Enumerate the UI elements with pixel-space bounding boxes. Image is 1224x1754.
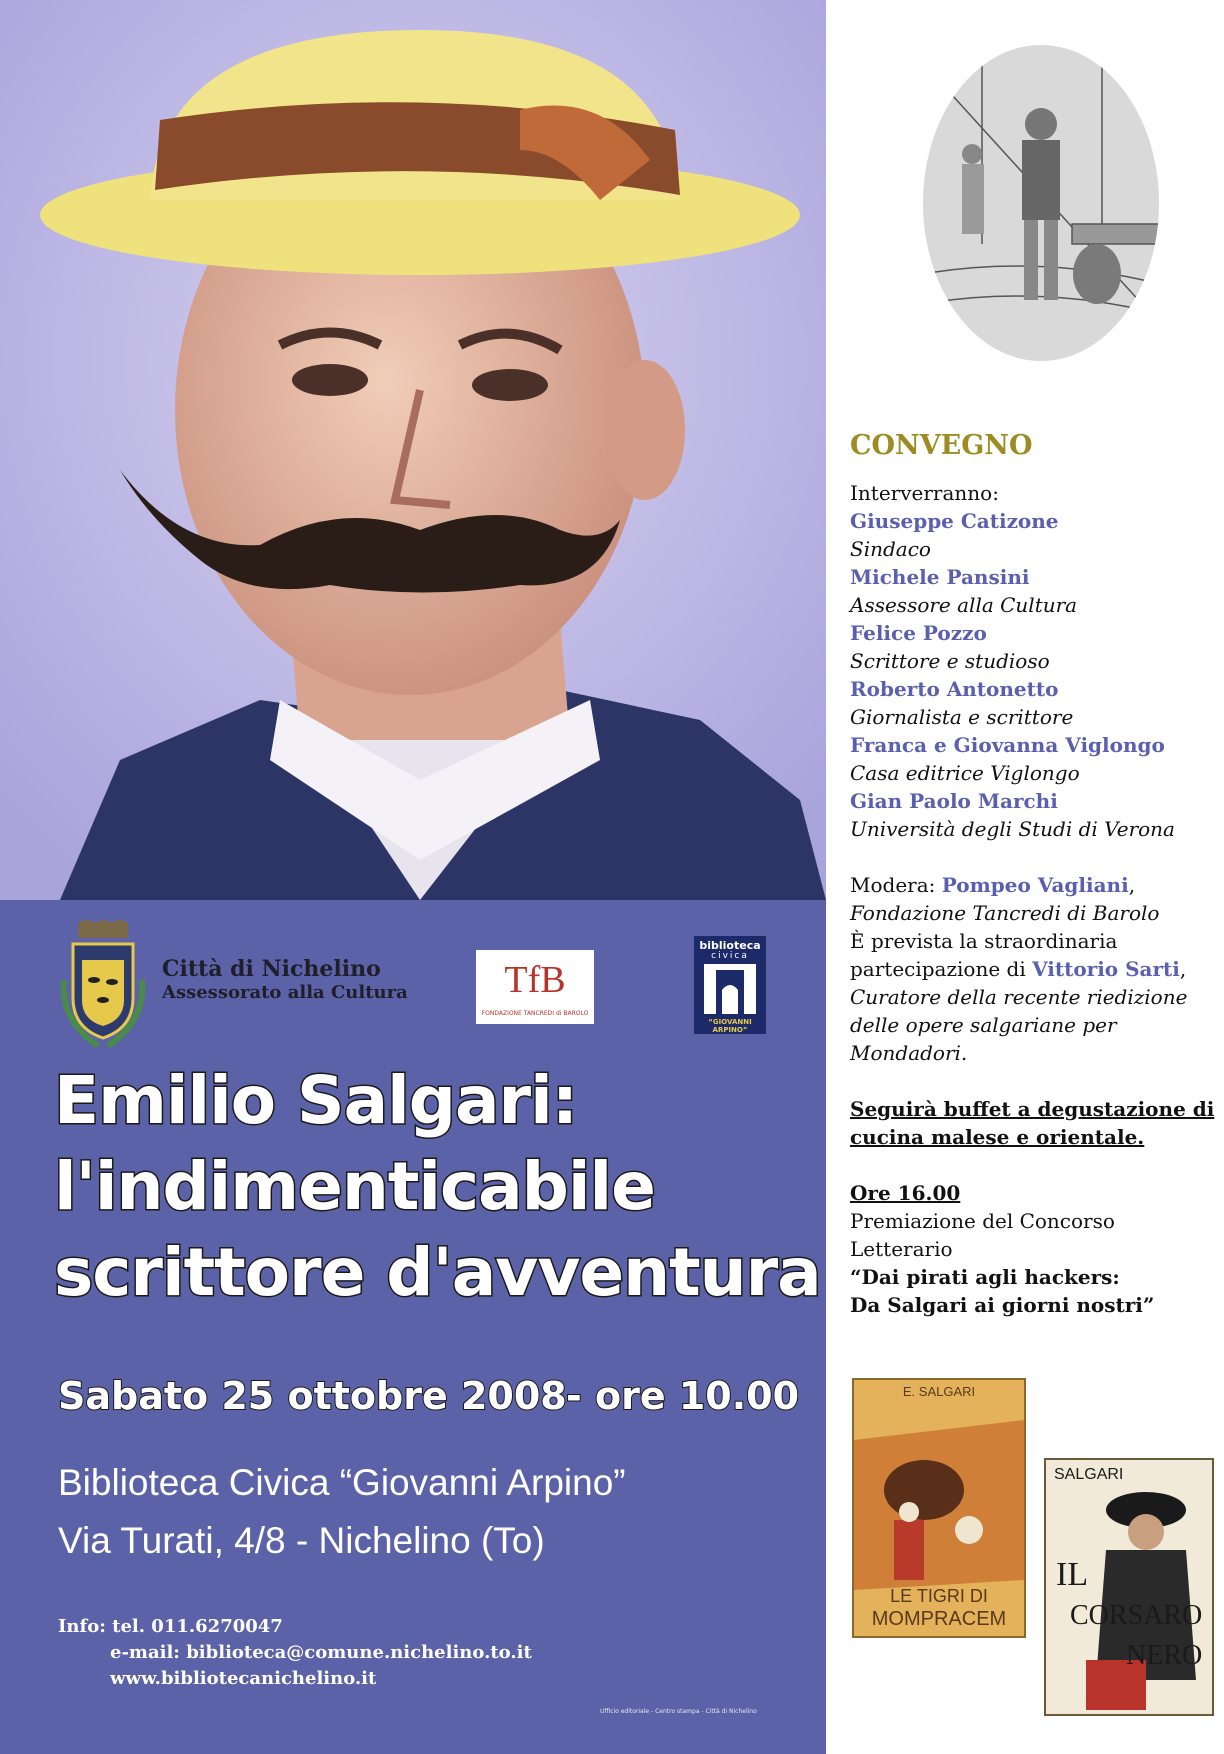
speaker-role: Assessore alla Cultura	[850, 593, 1078, 617]
moderator-comma: ,	[1128, 873, 1136, 897]
award-line-1: Premiazione del Concorso	[850, 1209, 1115, 1233]
info-telephone: Info: tel. 011.6270047	[58, 1616, 283, 1637]
event-title-line-2: l'indimenticabile	[54, 1148, 655, 1225]
venue-address: Via Turati, 4/8 - Nichelino (To)	[58, 1520, 545, 1561]
book-1-title-1: LE TIGRI DI	[890, 1586, 988, 1606]
tfb-caption: FONDAZIONE TANCREDI di BAROLO	[481, 1010, 589, 1017]
speaker-name: Franca e Giovanna Viglongo	[850, 733, 1165, 757]
book-2-author: SALGARI	[1054, 1466, 1124, 1483]
speaker-role: Università degli Studi di Verona	[850, 817, 1175, 841]
special-guest-role-2: delle opere salgariane per	[850, 1013, 1117, 1037]
book-1-author: E. SALGARI	[902, 1384, 976, 1399]
speaker-role: Scrittore e studioso	[850, 649, 1050, 673]
info-website[interactable]: www.bibliotecanichelino.it	[110, 1668, 377, 1689]
speaker-name: Michele Pansini	[850, 565, 1030, 589]
special-guest-role-1: Curatore della recente riedizione	[850, 985, 1188, 1009]
buffet-line-2: cucina malese e orientale.	[850, 1125, 1145, 1149]
book-2-title-3: NERO	[1126, 1640, 1203, 1671]
event-title-line-1: Emilio Salgari:	[54, 1062, 578, 1139]
book-1-title-2: MOMPRACEM	[871, 1608, 1007, 1630]
speaker-name: Gian Paolo Marchi	[850, 789, 1058, 813]
moderator-role: Fondazione Tancredi di Barolo	[850, 901, 1160, 925]
speaker-name: Giuseppe Catizone	[850, 509, 1059, 533]
biblioteca-logo	[694, 936, 766, 1034]
special-guest-line-2	[850, 955, 1224, 983]
section-heading: CONVEGNO	[850, 430, 1033, 461]
city-crest-icon	[58, 920, 148, 1052]
print-credits: Ufficio editoriale - Centro stampa - Città di Nichelino	[600, 1708, 757, 1715]
engraving-oval	[922, 44, 1160, 362]
special-guest-name: Vittorio Sarti	[1032, 957, 1180, 981]
info-email[interactable]: e-mail: biblioteca@comune.nichelino.to.it	[110, 1642, 532, 1663]
venue-name: Biblioteca Civica “Giovanni Arpino”	[58, 1462, 626, 1503]
award-line-2: Letterario	[850, 1237, 953, 1261]
event-time: - ore 10.00	[566, 1374, 800, 1418]
special-guest-comma: ,	[1179, 957, 1187, 981]
speaker-name: Felice Pozzo	[850, 621, 987, 645]
biblioteca-logo-civica: civica	[711, 951, 749, 961]
speaker-role: Casa editrice Viglongo	[850, 761, 1080, 785]
speaker-role: Sindaco	[850, 537, 931, 561]
moderator-name: Pompeo Vagliani	[941, 873, 1129, 897]
special-guest-role-3: Mondadori.	[850, 1041, 968, 1065]
award-time: Ore 16.00	[850, 1181, 961, 1205]
contest-title-2: Da Salgari ai giorni nostri”	[850, 1293, 1155, 1317]
moderator-line	[850, 871, 1224, 899]
event-date: Sabato 25 ottobre 2008	[58, 1374, 567, 1418]
speakers-intro: Interverranno:	[850, 481, 999, 505]
special-guest-text: partecipazione di	[850, 957, 1026, 981]
biblioteca-logo-caption: “GIOVANNI ARPINO”	[708, 1018, 752, 1034]
buffet-line-1: Seguirà buffet a degustazione di	[850, 1097, 1215, 1121]
speakers-list	[850, 479, 1224, 1319]
book-2-title-1: IL	[1056, 1556, 1089, 1593]
moderator-label: Modera:	[850, 873, 936, 897]
contest-title-1: “Dai pirati agli hackers:	[850, 1265, 1120, 1289]
book-cover-corsaro	[1044, 1458, 1214, 1716]
speaker-role: Giornalista e scrittore	[850, 705, 1074, 729]
book-cover-tigri	[852, 1378, 1026, 1638]
tfb-mark: TfB	[504, 959, 566, 1001]
city-name: Città di Nichelino	[162, 956, 381, 982]
book-2-title-2: CORSARO	[1070, 1600, 1203, 1631]
portrait-illustration	[0, 0, 826, 900]
event-title-line-3: scrittore d'avventura	[54, 1234, 821, 1311]
library-building-icon	[704, 964, 756, 1014]
tfb-logo	[476, 950, 594, 1024]
salgari-portrait	[0, 0, 826, 900]
speaker-name: Roberto Antonetto	[850, 677, 1059, 701]
special-guest-line-1: È prevista la straordinaria	[850, 929, 1118, 953]
biblioteca-logo-title: biblioteca	[699, 939, 761, 952]
city-department: Assessorato alla Cultura	[162, 982, 408, 1003]
